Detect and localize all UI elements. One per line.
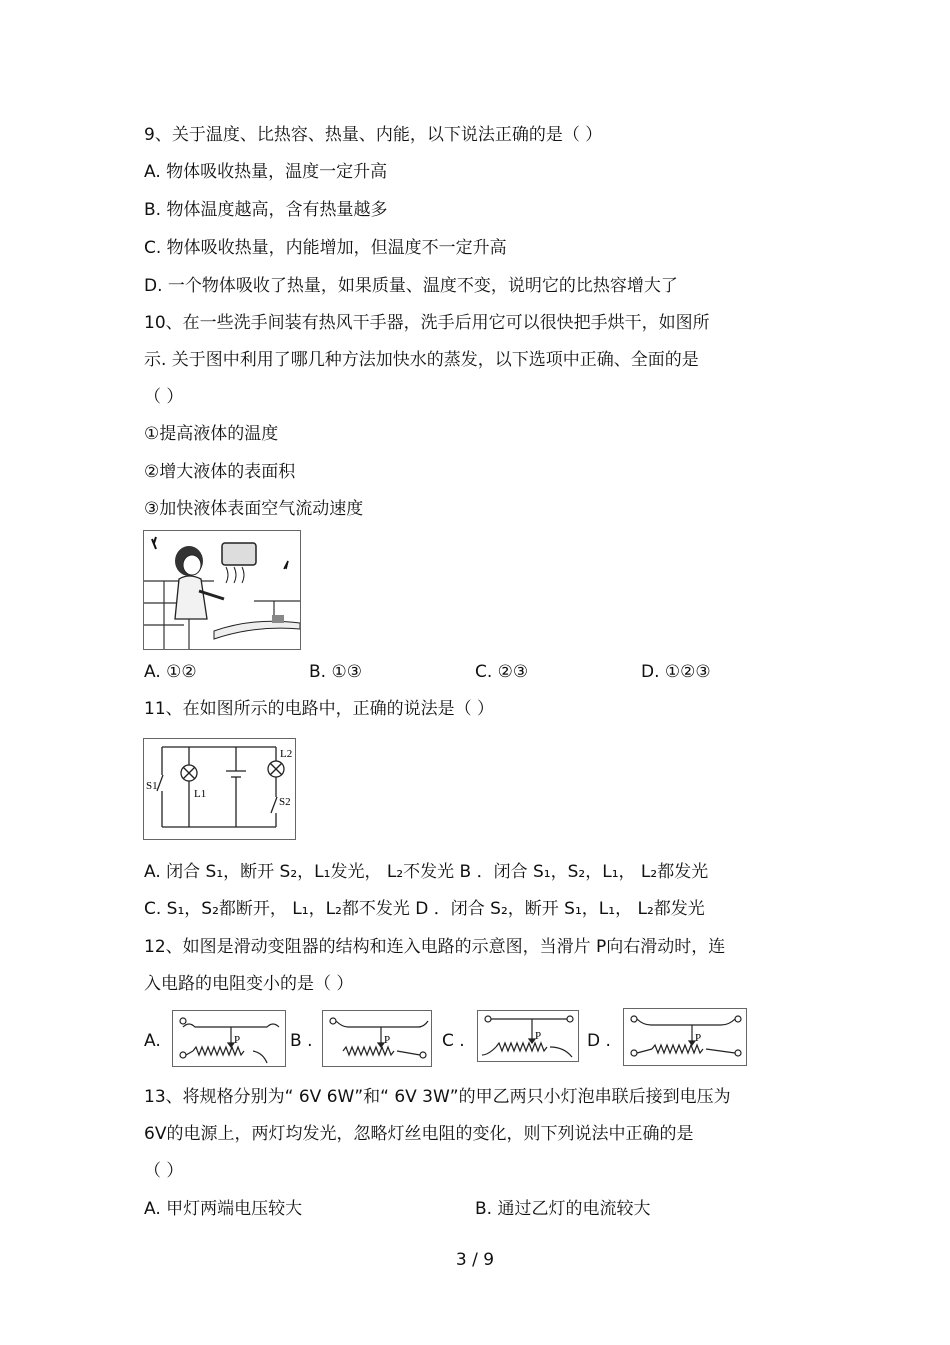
slider-p-label: P xyxy=(695,1032,702,1044)
q10-option-d: D. ①②③ xyxy=(641,662,711,682)
q9-option-a: A. 物体吸收热量，温度一定升高 xyxy=(144,162,388,182)
q13-answer-paren: （ ） xyxy=(144,1161,184,1181)
q10-answer-paren: （ ） xyxy=(144,387,184,407)
page-number: 3 / 9 xyxy=(455,1250,495,1270)
hand-dryer-illustration xyxy=(144,531,300,649)
s2-label: S2 xyxy=(279,796,291,808)
slider-p-label: P xyxy=(234,1034,241,1046)
rheostat-diagram-a xyxy=(173,1011,285,1066)
slider-p-label: P xyxy=(535,1030,542,1042)
l2-label: L2 xyxy=(280,748,293,760)
rheostat-figure-b xyxy=(322,1010,432,1067)
rheostat-figure-a xyxy=(172,1010,286,1067)
q11-stem: 11、在如图所示的电路中，正确的说法是（ ） xyxy=(144,699,495,719)
q11-options-cd: C. S₁，S₂都断开， L₁，L₂都不发光 D ．闭合 S₂，断开 S₁，L₁， L₂都发光 xyxy=(144,899,705,919)
rheostat-diagram-b xyxy=(323,1011,431,1066)
rheostat-figure-c xyxy=(477,1010,579,1062)
q10-option-a: A. ①② xyxy=(144,662,197,682)
q13-option-a: A. 甲灯两端电压较大 xyxy=(144,1199,303,1219)
q12-stem-line1: 12、如图是滑动变阻器的结构和连入电路的示意图，当滑片 P向右滑动时，连 xyxy=(144,937,726,957)
q11-options-ab: A. 闭合 S₁，断开 S₂，L₁发光， L₂不发光 B ．闭合 S₁，S₂，L₁， L₂都发光 xyxy=(144,862,709,882)
q10-item-2: ②增大液体的表面积 xyxy=(144,462,296,482)
slider-p-label: P xyxy=(384,1034,391,1046)
q9-option-d: D. 一个物体吸收了热量，如果质量、温度不变，说明它的比热容增大了 xyxy=(144,276,678,296)
q12-stem-line2: 入电路的电阻变小的是（ ） xyxy=(144,974,354,994)
l1-label: L1 xyxy=(194,788,207,800)
rheostat-diagram-d xyxy=(624,1009,746,1065)
q10-stem-line2: 示. 关于图中利用了哪几种方法加快水的蒸发，以下选项中正确、全面的是 xyxy=(144,350,699,370)
circuit-diagram xyxy=(144,739,295,839)
q13-option-b: B. 通过乙灯的电流较大 xyxy=(475,1199,651,1219)
rheostat-figure-d xyxy=(623,1008,747,1066)
q10-stem-line1: 10、在一些洗手间装有热风干手器，洗手后用它可以很快把手烘干，如图所 xyxy=(144,313,710,333)
q10-item-1: ①提高液体的温度 xyxy=(144,424,279,444)
q9-stem: 9、关于温度、比热容、热量、内能，以下说法正确的是（ ） xyxy=(144,125,603,145)
q12-option-a-label: A. xyxy=(144,1031,161,1051)
q13-stem-line2: 6V的电源上，两灯均发光，忽略灯丝电阻的变化，则下列说法中正确的是 xyxy=(144,1124,694,1144)
hand-dryer-figure xyxy=(143,530,301,650)
q12-option-b-label: B . xyxy=(290,1031,313,1051)
q9-option-b: B. 物体温度越高，含有热量越多 xyxy=(144,200,388,220)
q13-stem-line1: 13、将规格分别为“ 6V 6W”和“ 6V 3W”的甲乙两只小灯泡串联后接到电压为 xyxy=(144,1087,731,1107)
q9-option-c: C. 物体吸收热量，内能增加，但温度不一定升高 xyxy=(144,238,507,258)
rheostat-diagram-c xyxy=(478,1011,578,1061)
q10-item-3: ③加快液体表面空气流动速度 xyxy=(144,499,364,519)
q12-option-d-label: D . xyxy=(587,1031,611,1051)
q10-option-b: B. ①③ xyxy=(309,662,362,682)
q10-option-c: C. ②③ xyxy=(475,662,529,682)
q12-option-c-label: C . xyxy=(442,1031,465,1051)
circuit-figure xyxy=(143,738,296,840)
s1-label: S1 xyxy=(146,780,158,792)
